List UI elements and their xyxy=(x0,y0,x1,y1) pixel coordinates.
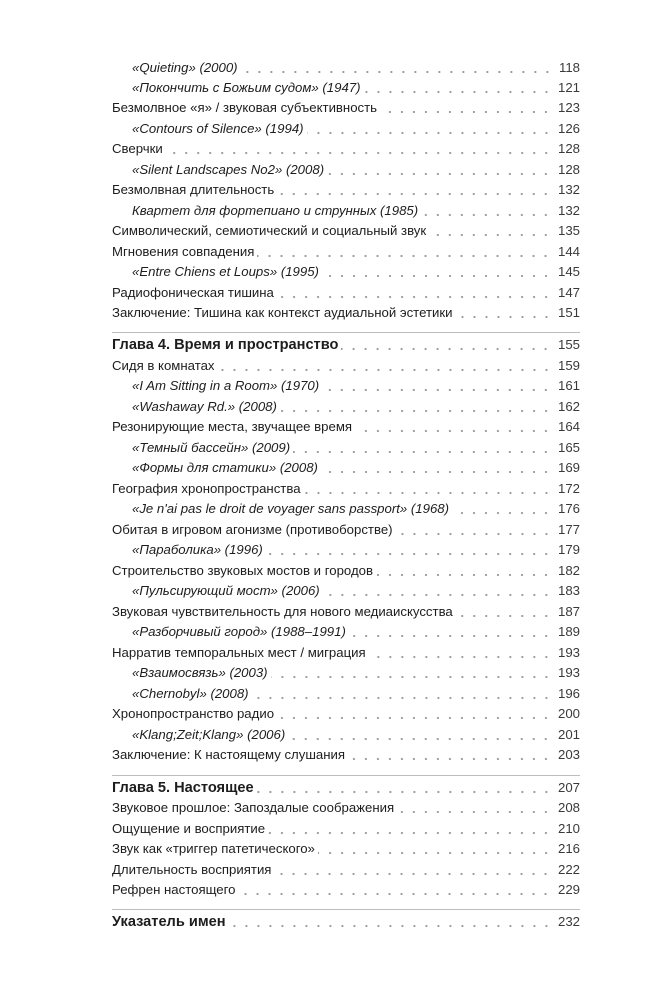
toc-entry xyxy=(112,354,580,374)
dot-leader xyxy=(268,821,552,835)
toc-chapter-entry xyxy=(112,333,580,353)
dot-leader xyxy=(456,305,552,319)
toc-subentry xyxy=(112,682,580,702)
dot-leader xyxy=(307,121,552,135)
toc-entry-title: Нарратив темпоральных мест / миграция xyxy=(112,645,366,660)
toc-entry xyxy=(112,518,580,538)
toc-page-number: 123 xyxy=(557,100,580,115)
toc-entry-title: «Chernobyl» (2008) xyxy=(132,686,249,701)
toc-page-number: 164 xyxy=(557,419,580,434)
dot-leader xyxy=(241,60,553,74)
toc-entry-title: Резонирующие места, звучащее время xyxy=(112,419,353,434)
toc-entry-title: «Klang;Zeit;Klang» (2006) xyxy=(132,727,286,742)
toc-entry xyxy=(112,743,580,763)
toc-page-number: 155 xyxy=(557,337,580,352)
toc-entry-title: Строительство звуковых мостов и городов xyxy=(112,563,373,578)
toc-entry xyxy=(112,477,580,497)
dot-leader xyxy=(429,223,552,237)
toc-page-number: 229 xyxy=(557,882,580,897)
toc-subentry xyxy=(112,538,580,558)
toc-entry-title: Сверчки xyxy=(112,141,163,156)
toc-entry-title: Ощущение и восприятие xyxy=(112,821,266,836)
toc-entry-title: Звуковое прошлое: Запоздалые соображения xyxy=(112,800,395,815)
toc-entry-title: «Формы для статики» (2008) xyxy=(132,460,318,475)
toc-entry-title: Безмолвная длительность xyxy=(112,182,275,197)
toc-page-number: 151 xyxy=(557,305,580,320)
dot-leader xyxy=(229,914,552,928)
toc-entry-title: Заключение: Тишина как контекст аудиальной эстетики xyxy=(112,305,453,320)
toc-entry-title: Звук как «триггер патетического» xyxy=(112,841,315,856)
toc-page-number: 176 xyxy=(557,501,580,516)
toc-page-number: 132 xyxy=(557,203,580,218)
toc-subentry xyxy=(112,260,580,280)
dot-leader xyxy=(341,337,552,351)
toc-entry-title: «Silent Landscapes No2» (2008) xyxy=(132,162,325,177)
dot-leader xyxy=(271,665,552,679)
toc-entry xyxy=(112,600,580,620)
dot-leader xyxy=(166,141,552,155)
dot-leader xyxy=(252,686,552,700)
toc-page-number: 203 xyxy=(557,747,580,762)
toc-page-number: 193 xyxy=(557,645,580,660)
toc-entry-title: Глава 4. Время и пространство xyxy=(112,337,339,353)
toc-page-number: 135 xyxy=(557,223,580,238)
toc-entry xyxy=(112,641,580,661)
toc-entry-title: «Темный бассейн» (2009) xyxy=(132,440,291,455)
dot-leader xyxy=(397,800,552,814)
toc-entry xyxy=(112,559,580,579)
toc-entry xyxy=(112,219,580,239)
toc-page-number: 169 xyxy=(557,460,580,475)
toc-entry xyxy=(112,796,580,816)
toc-entry-title: Заключение: К настоящему слушания xyxy=(112,747,346,762)
toc-entry xyxy=(112,240,580,260)
toc-chapter-entry xyxy=(112,910,580,930)
toc-entry-title: «I Am Sitting in a Room» (1970) xyxy=(132,378,320,393)
dot-leader xyxy=(288,727,552,741)
toc-entry-title: «Quieting» (2000) xyxy=(132,60,238,75)
dot-leader xyxy=(277,182,552,196)
toc-entry-title: «Washaway Rd.» (2008) xyxy=(132,399,277,414)
toc-entry xyxy=(112,858,580,878)
toc-entry-title: Обитая в игровом агонизме (противоборстве) xyxy=(112,522,393,537)
dot-leader xyxy=(456,604,552,618)
toc-entry-title: Звуковая чувствительность для нового медиаискусства xyxy=(112,604,453,619)
dot-leader xyxy=(380,100,552,114)
dot-leader xyxy=(322,378,552,392)
toc-entry-title: «Покончить с Божьим судом» (1947) xyxy=(132,80,361,95)
toc-entry-title: Длительность восприятия xyxy=(112,862,272,877)
toc-page-number: 208 xyxy=(557,800,580,815)
toc-entry-title: Радиофоническая тишина xyxy=(112,285,274,300)
dot-leader xyxy=(280,399,552,413)
dot-leader xyxy=(318,841,552,855)
toc-subentry xyxy=(112,620,580,640)
toc-page-number: 162 xyxy=(557,399,580,414)
toc-entry xyxy=(112,301,580,321)
toc-entry-title: «Разборчивый город» (1988–1991) xyxy=(132,624,346,639)
toc-page-number: 118 xyxy=(558,60,580,75)
dot-leader xyxy=(238,882,552,896)
toc-entry-title: Безмолвное «я» / звуковая субъективность xyxy=(112,100,378,115)
toc-entry xyxy=(112,415,580,435)
toc-page-number: 177 xyxy=(557,522,580,537)
toc-page-number: 172 xyxy=(557,481,580,496)
toc-entry-title: «Je n'ai pas le droit de voyager sans passport» (1968) xyxy=(132,501,450,516)
toc-page-number: 147 xyxy=(557,285,580,300)
toc-subentry xyxy=(112,661,580,681)
toc-entry xyxy=(112,178,580,198)
toc-page-number: 207 xyxy=(557,780,580,795)
dot-leader xyxy=(327,162,552,176)
toc-entry-title: «Entre Chiens et Loups» (1995) xyxy=(132,264,319,279)
toc-subentry xyxy=(112,436,580,456)
toc-page-number: 161 xyxy=(557,378,580,393)
dot-leader xyxy=(277,285,552,299)
toc-page-number: 183 xyxy=(557,583,580,598)
dot-leader xyxy=(293,440,552,454)
dot-leader xyxy=(369,645,552,659)
toc-page-number: 182 xyxy=(557,563,580,578)
toc-subentry xyxy=(112,579,580,599)
toc-entry-title: Сидя в комнатах xyxy=(112,358,215,373)
toc-entry-title: «Взаимосвязь» (2003) xyxy=(132,665,268,680)
toc-page-number: 216 xyxy=(557,841,580,856)
dot-leader xyxy=(348,747,552,761)
toc-page-number: 201 xyxy=(557,727,580,742)
dot-leader xyxy=(421,203,552,217)
toc-subentry xyxy=(112,456,580,476)
toc-page-number: 165 xyxy=(557,440,580,455)
toc-subentry xyxy=(112,199,580,219)
toc-entry xyxy=(112,96,580,116)
toc-page-number: 128 xyxy=(557,162,580,177)
toc-subentry xyxy=(112,56,580,76)
dot-leader xyxy=(304,481,552,495)
toc-subentry xyxy=(112,497,580,517)
dot-leader xyxy=(218,358,552,372)
toc-entry xyxy=(112,137,580,157)
toc-entry-title: Квартет для фортепиано и струнных (1985) xyxy=(132,203,419,218)
toc-page-number: 128 xyxy=(557,141,580,156)
toc-subentry xyxy=(112,395,580,415)
toc-page-number: 121 xyxy=(557,80,580,95)
toc-entry-title: «Параболика» (1996) xyxy=(132,542,263,557)
toc-page-number: 196 xyxy=(557,686,580,701)
toc-page-number: 145 xyxy=(557,264,580,279)
toc-page-number: 179 xyxy=(557,542,580,557)
toc-page-number: 187 xyxy=(557,604,580,619)
toc-page-number: 132 xyxy=(557,182,580,197)
toc-entry xyxy=(112,281,580,301)
dot-leader xyxy=(277,706,552,720)
dot-leader xyxy=(257,244,552,258)
dot-leader xyxy=(396,522,552,536)
dot-leader xyxy=(322,264,552,278)
dot-leader xyxy=(349,624,552,638)
dot-leader xyxy=(266,542,552,556)
toc-subentry xyxy=(112,76,580,96)
toc-page-number: 159 xyxy=(557,358,580,373)
toc-entry-title: Рефрен настоящего xyxy=(112,882,236,897)
toc-entry-title: «Пульсирующий мост» (2006) xyxy=(132,583,320,598)
toc-entry-title: Глава 5. Настоящее xyxy=(112,780,254,796)
toc-subentry xyxy=(112,158,580,178)
toc-entry xyxy=(112,878,580,898)
dot-leader xyxy=(376,563,552,577)
dot-leader xyxy=(323,583,552,597)
toc-entry xyxy=(112,817,580,837)
toc-subentry xyxy=(112,117,580,137)
toc-entry xyxy=(112,702,580,722)
toc-entry-title: Указатель имен xyxy=(112,914,226,930)
dot-leader xyxy=(355,419,552,433)
toc-entry xyxy=(112,837,580,857)
toc-page-number: 222 xyxy=(557,862,580,877)
dot-leader xyxy=(321,460,552,474)
toc-entry-title: «Contours of Silence» (1994) xyxy=(132,121,304,136)
dot-leader xyxy=(364,80,552,94)
toc-page-number: 126 xyxy=(557,121,580,136)
dot-leader xyxy=(257,780,552,794)
toc-page-number: 189 xyxy=(557,624,580,639)
toc-entry-title: Хронопространство радио xyxy=(112,706,275,721)
dot-leader xyxy=(452,501,552,515)
dot-leader xyxy=(274,862,552,876)
toc-page-number: 200 xyxy=(557,706,580,721)
toc-page-number: 193 xyxy=(557,665,580,680)
toc-subentry xyxy=(112,723,580,743)
toc-entry-title: География хронопространства xyxy=(112,481,301,496)
toc-chapter-entry xyxy=(112,776,580,796)
toc-page-number: 232 xyxy=(557,914,580,929)
toc-page-number: 210 xyxy=(557,821,580,836)
toc-subentry xyxy=(112,374,580,394)
toc-page-number: 144 xyxy=(557,244,580,259)
toc-entry-title: Мгновения совпадения xyxy=(112,244,255,259)
toc-entry-title: Символический, семиотический и социальный звук xyxy=(112,223,427,238)
